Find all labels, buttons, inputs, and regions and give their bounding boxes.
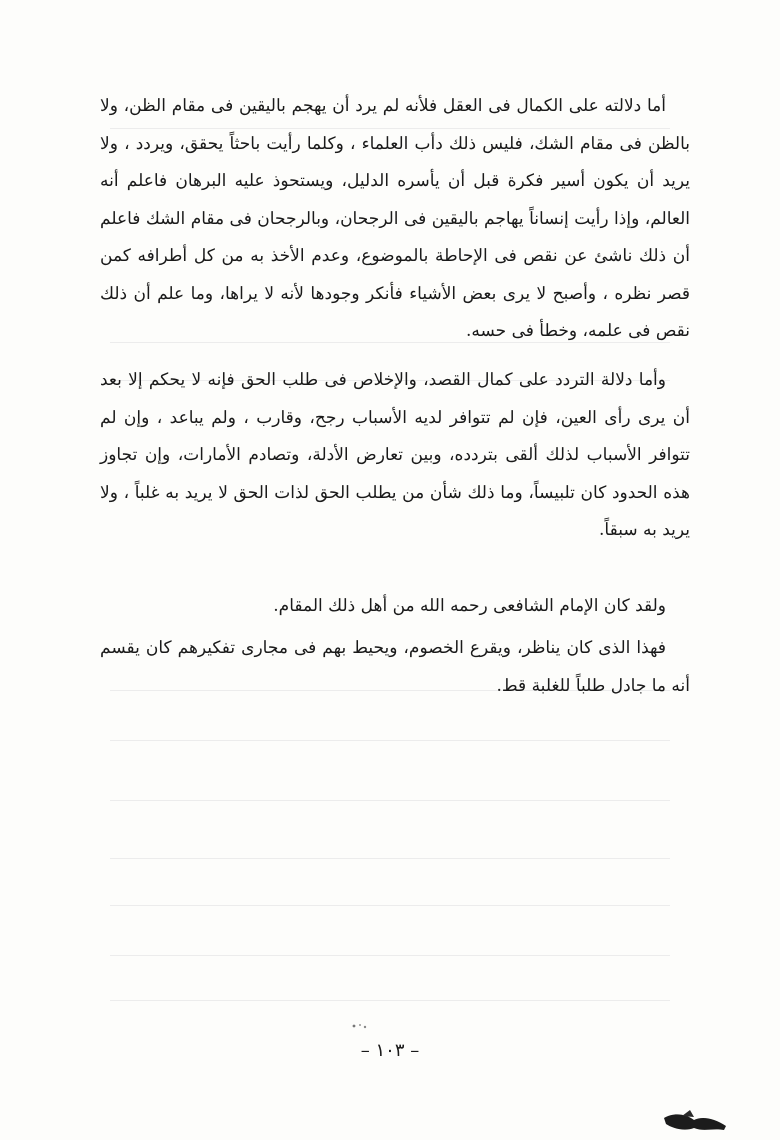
paragraph-text: أما دلالته على الكمال فى العقل فلأنه لم يرد أن يهجم باليقين فى مقام الظن، ولا بالظن فى مقام الشك، فليس ذلك دأب العلماء ، وكلما رأيت باحثاً يحقق، ويردد ، ولا يريد أن يكون أسير فكرة قبل أن يأسره الدليل، ويستحوذ عليه البرهان فاعلم أنه العالم، وإذا رأيت إنساناً يهاجم باليقين فى الرجحان، وبالرجحان فى مقام الشك فاعلم أن ذلك ناشئ عن نقص فى الإحاطة بالموضوع، وعدم الأخذ به من كل أطرافه كمن قصر نظره ، وأصبح لا يرى بعض الأشياء فأنكر وجودها لأنه لا يراها، وما علم أن ذلك نقص فى علمه، وخطأ فى حسه. [100, 96, 690, 341]
bleed-through-line [110, 858, 670, 859]
scan-smudge-icon [660, 1108, 730, 1136]
paragraph-debate [100, 630, 690, 705]
paragraph-certainty [100, 88, 690, 351]
bleed-through-line [110, 1000, 670, 1001]
bleed-through-line [110, 740, 670, 741]
paragraph-text: فهذا الذى كان يناظر، ويقرع الخصوم، ويحيط بهم فى مجارى تفكيرهم كان يقسم أنه ما جادل طلباً للغلبة قط. [100, 638, 690, 696]
bleed-through-line [110, 905, 670, 906]
paragraph-hesitation [100, 362, 690, 550]
bleed-through-line [110, 955, 670, 956]
page-number: – ١٠٣ – [360, 1040, 420, 1061]
bleed-through-line [110, 800, 670, 801]
scan-speck-icon [350, 1022, 368, 1030]
paragraph-text: ولقد كان الإمام الشافعى رحمه الله من أهل ذلك المقام. [273, 596, 666, 616]
paragraph-text: وأما دلالة التردد على كمال القصد، والإخلاص فى طلب الحق فإنه لا يحكم إلا بعد أن يرى رأى العين، فإن لم تتوافر لديه الأسباب رجح، وقارب ، ولم يباعد ، وإن لم تتوافر الأسباب لذلك ألقى بتردده، وبين تعارض الأدلة، وتصادم الأمارات، وإن تجاوز هذه الحدود كان تلبيساً، وما ذلك شأن من يطلب الحق لذات الحق لا يريد به غلباً ، ولا يريد به سبقاً. [100, 370, 690, 540]
paragraph-shafii [100, 588, 690, 626]
